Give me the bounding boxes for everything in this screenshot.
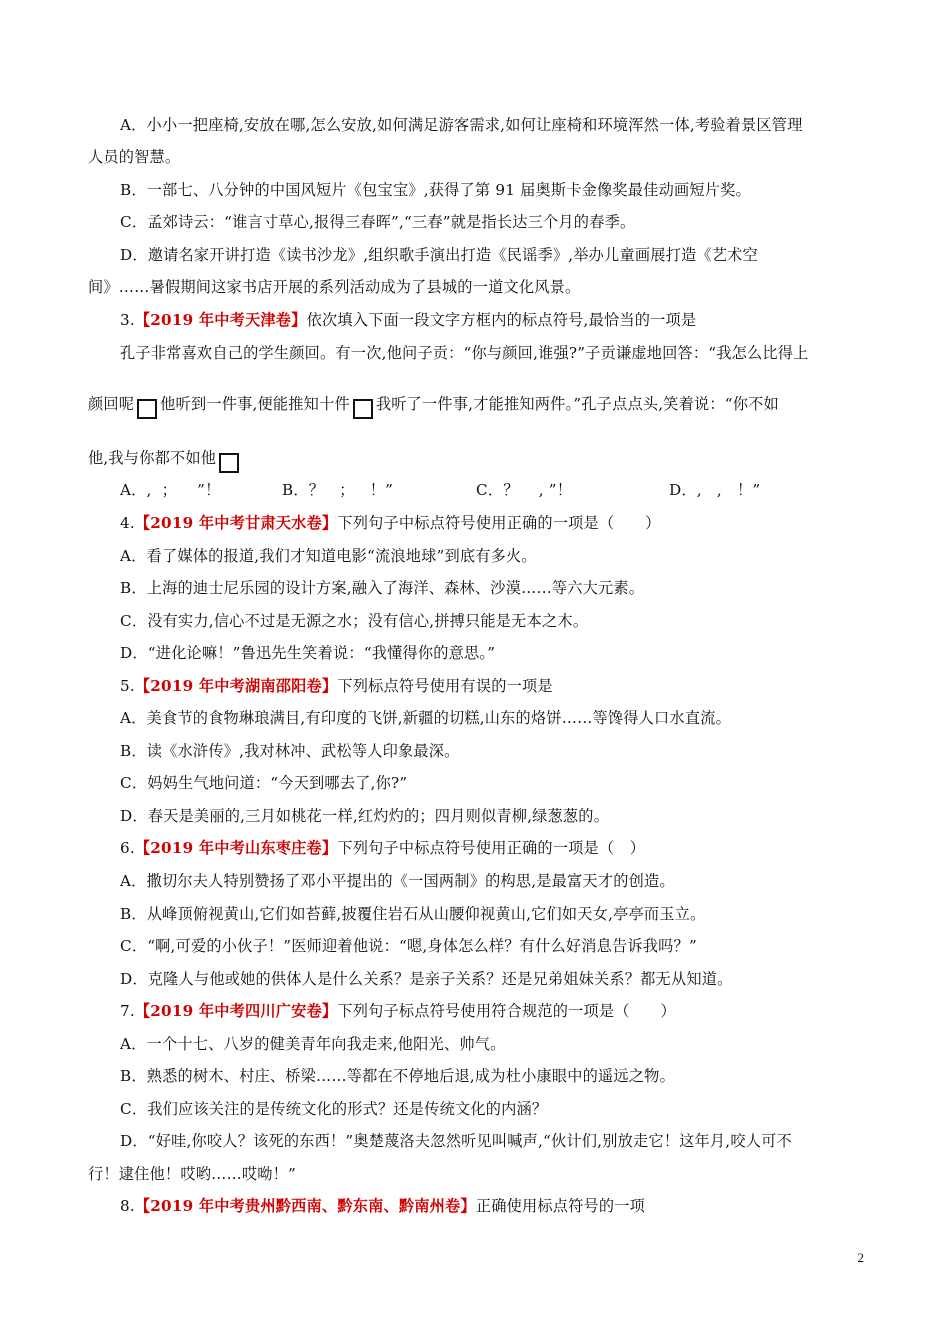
option-a: A．一个十七、八岁的健美青年向我走来,他阳光、帅气。 — [120, 1035, 506, 1053]
question-5-header: 5.【2019 年中考湖南邵阳卷】下列标点符号使用有误的一项是 — [120, 677, 553, 695]
option-c: C．没有实力,信心不过是无源之水；没有信心,拼搏只能是无本之木。 — [120, 612, 589, 630]
option-line: 人员的智慧。 — [88, 148, 181, 166]
option-line: B．一部七、八分钟的中国风短片《包宝宝》,获得了第 91 届奥斯卡金像奖最佳动画短片奖。 — [120, 181, 751, 199]
punctuation-blank-box — [137, 399, 157, 419]
option-line: A．小小一把座椅,安放在哪,怎么安放,如何满足游客需求,如何让座椅和环境浑然一体,考验着景区管理 — [120, 116, 803, 134]
question-number: 3. — [120, 311, 135, 329]
option-c: C．妈妈生气地问道：“今天到哪去了,你?” — [120, 774, 408, 792]
exam-source-tag: 【2019 年中考天津卷】 — [134, 311, 307, 329]
page-number: 2 — [857, 1250, 864, 1265]
exam-source-tag: 【2019 年中考山东枣庄卷】 — [134, 839, 338, 857]
option-d: D．“进化论嘛！”鲁迅先生笑着说：“我懂得你的意思。” — [120, 644, 496, 662]
question-stem: 依次填入下面一段文字方框内的标点符号,最恰当的一项是 — [306, 311, 697, 329]
option-d-continued: 行！逮住他！哎哟……哎呦！” — [88, 1165, 297, 1183]
option-c: C．“啊,可爱的小伙子！”医师迎着他说：“嗯,身体怎么样？有什么好消息告诉我吗？” — [120, 937, 697, 955]
option-d: D．克隆人与他或她的供体人是什么关系？是亲子关系？还是兄弟姐妹关系？都无从知道。 — [120, 970, 733, 988]
exam-source-tag: 【2019 年中考贵州黔西南、黔东南、黔南州卷】 — [134, 1197, 476, 1215]
question-3-header — [120, 310, 696, 330]
option-b: B．读《水浒传》,我对林冲、武松等人印象最深。 — [120, 742, 460, 760]
question-7-header: 7.【2019 年中考四川广安卷】下列句子标点符号使用符合规范的一项是（ ） — [120, 1002, 676, 1020]
option-a: A．美食节的食物琳琅满目,有印度的飞饼,新疆的切糕,山东的烙饼……等馋得人口水直流。 — [120, 709, 731, 727]
option-b: B．上海的迪士尼乐园的设计方案,融入了海洋、森林、沙漠……等六大元素。 — [120, 579, 645, 597]
punctuation-blank-box — [353, 399, 373, 419]
punctuation-blank-box — [219, 453, 239, 473]
option-a: A．, ； ”！ — [120, 481, 221, 499]
option-b: B．？ ； ！” — [282, 481, 394, 499]
option-c: C．我们应该关注的是传统文化的形式？还是传统文化的内涵？ — [120, 1100, 548, 1118]
option-d: D．春天是美丽的,三月如桃花一样,红灼灼的；四月则似青柳,绿葱葱的。 — [120, 807, 610, 825]
exam-source-tag: 【2019 年中考湖南邵阳卷】 — [134, 677, 338, 695]
option-line: 间》……暑假期间这家书店开展的系列活动成为了县城的一道文化风景。 — [88, 278, 581, 296]
option-b: B．从峰顶俯视黄山,它们如苔藓,披覆住岩石从山腰仰视黄山,它们如天女,亭亭而玉立。 — [120, 905, 706, 923]
question-6-header: 6.【2019 年中考山东枣庄卷】下列句子中标点符号使用正确的一项是（ ） — [120, 839, 646, 857]
exam-source-tag: 【2019 年中考甘肃天水卷】 — [134, 514, 338, 532]
option-a: A．看了媒体的报道,我们才知道电影“流浪地球”到底有多火。 — [120, 547, 537, 565]
option-b: B．熟悉的树木、村庄、桥梁……等都在不停地后退,成为杜小康眼中的遥远之物。 — [120, 1067, 675, 1085]
passage-line: 颜回呢 他听到一件事,便能推知十件 我听了一件事,才能推知两件。”孔子点点头,笑着说：“你不如 — [88, 394, 779, 419]
option-d: D．, , ！” — [669, 481, 761, 499]
option-line: C．孟郊诗云：“谁言寸草心,报得三春晖”,“三春”就是指长达三个月的春季。 — [120, 213, 636, 231]
question-4-header: 4.【2019 年中考甘肃天水卷】下列句子中标点符号使用正确的一项是（ ） — [120, 514, 661, 532]
exam-source-tag: 【2019 年中考四川广安卷】 — [134, 1002, 338, 1020]
question-8-header: 8.【2019 年中考贵州黔西南、黔东南、黔南州卷】正确使用标点符号的一项 — [120, 1197, 646, 1215]
option-c: C．？ , ”！ — [476, 481, 573, 499]
option-a: A．撒切尔夫人特别赞扬了邓小平提出的《一国两制》的构思,是最富天才的创造。 — [120, 872, 675, 890]
q3-options-row — [0, 480, 950, 500]
passage-line: 孔子非常喜欢自己的学生颜回。有一次,他问子贡：“你与颜回,谁强?”子贡谦虚地回答：“我怎么比得上 — [120, 344, 809, 362]
passage-line: 他,我与你都不如他 — [88, 448, 242, 473]
option-line: D．邀请名家开讲打造《读书沙龙》,组织歌手演出打造《民谣季》,举办儿童画展打造《艺术空 — [120, 246, 758, 264]
option-d: D．“好哇,你咬人？该死的东西！”奥楚蔑洛夫忽然听见叫喊声,“伙计们,别放走它！这年月,咬人可不 — [120, 1132, 792, 1150]
